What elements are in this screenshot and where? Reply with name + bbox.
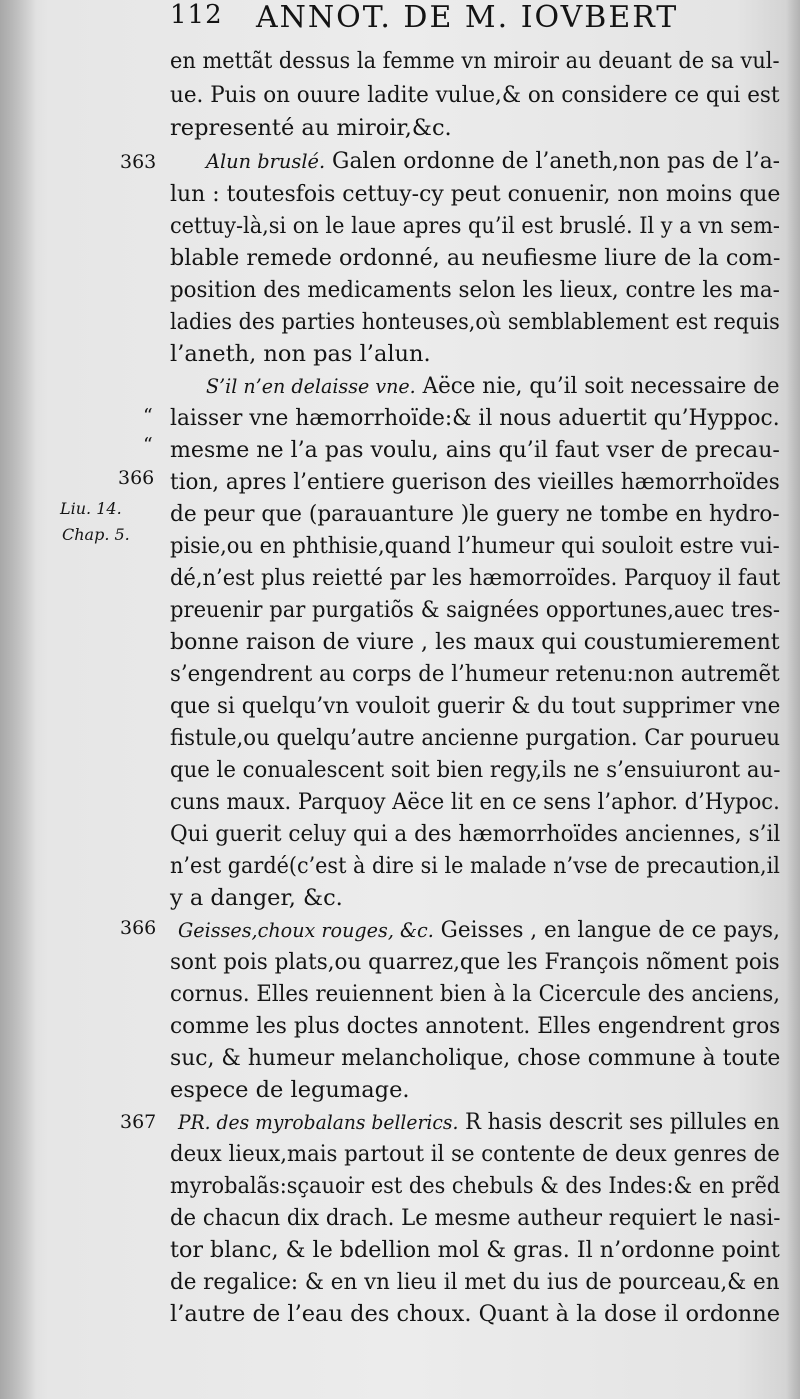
text-line: dé,n’est plus reietté par les hæmorroïdes. Parquoy il faut	[170, 565, 781, 591]
text-line: tion, apres l’entiere guerison des vieilles hæmorrhoïdes	[170, 469, 780, 495]
text-line: cuns maux. Parquoy Aëce lit en ce sens l’aphor. d’Hypoc.	[170, 789, 780, 815]
text-line: de peur que (parauanture )le guery ne tombe en hydro-	[170, 501, 780, 527]
text-line: preuenir par purgatiõs & saignées opportunes,auec tres-	[170, 597, 781, 623]
margin-number-366: 366	[118, 467, 155, 489]
text-line: suc, & humeur melancholique, chose commune à toute	[170, 1045, 781, 1071]
text-line: en mettãt dessus la femme vn miroir au deuant de sa vul-	[170, 48, 780, 74]
running-head: ANNOT. DE M. IOVBERT	[256, 0, 679, 35]
text-line: de regalice: & en vn lieu il met du ius de pourceau,& en	[170, 1269, 780, 1295]
margin-ref-chapitre: Chap. 5.	[62, 525, 130, 544]
lemma: Geisses,choux rouges, &c.	[178, 918, 434, 942]
text-line: fistule,ou quelqu’autre ancienne purgation. Car pourueu	[170, 725, 781, 751]
margin-number-366: 366	[120, 917, 157, 939]
text-line: Alun bruslé. Galen ordonne de l’aneth,non pas de l’a-	[206, 148, 781, 174]
text-line: espece de legumage.	[170, 1077, 410, 1103]
text-line: de chacun dix drach. Le mesme autheur requiert le nasi-	[170, 1205, 781, 1231]
text-line: myrobalãs:sçauoir est des chebuls & des Indes:& en prẽd	[170, 1173, 781, 1199]
text-line: laisser vne hæmorrhoïde:& il nous aduertit qu’Hyppoc.	[170, 405, 780, 431]
text-line: s’engendrent au corps de l’humeur retenu:non autremẽt	[170, 661, 780, 687]
text-line: l’autre de l’eau des choux. Quant à la dose il ordonne	[170, 1301, 781, 1327]
text-line: que si quelqu’vn vouloit guerir & du tout supprimer vne	[170, 693, 781, 719]
lemma: S’il n’en delaisse vne.	[206, 374, 416, 398]
lemma: PR. des myrobalans bellerics.	[178, 1110, 459, 1134]
text-line: blable remede ordonné, au neufiesme liure de la com-	[170, 245, 781, 271]
text-line: bonne raison de viure , les maux qui coustumierement	[170, 629, 780, 655]
page-number: 112	[170, 0, 223, 30]
margin-quote-mark: “	[143, 434, 153, 456]
text-line: position des medicaments selon les lieux, contre les ma-	[170, 277, 780, 303]
text-line: ue. Puis on ouure ladite vulue,& on considere ce qui est	[170, 82, 780, 108]
text-line: que le conualescent soit bien regy,ils ne s’ensuiuront au-	[170, 757, 781, 783]
margin-number-363: 363	[120, 151, 157, 173]
text-line: tor blanc, & le bdellion mol & gras. Il n’ordonne point	[170, 1237, 780, 1263]
text-line: Geisses,choux rouges, &c. Geisses , en langue de ce pays,	[178, 917, 780, 943]
margin-ref-liure: Liu. 14.	[60, 499, 122, 518]
text-line: comme les plus doctes annotent. Elles engendrent gros	[170, 1013, 781, 1039]
text-line: y a danger, &c.	[170, 885, 343, 911]
text-line: S’il n’en delaisse vne. Aëce nie, qu’il soit necessaire de	[206, 373, 780, 399]
text-line: Qui guerit celuy qui a des hæmorrhoïdes anciennes, s’il	[170, 821, 781, 847]
text-line: sont pois plats,ou quarrez,que les François nõment pois	[170, 949, 780, 975]
text-line: lun : toutesfois cettuy-cy peut conuenir, non moins que	[170, 181, 781, 207]
text-line: PR. des myrobalans bellerics. R hasis descrit ses pillules en	[178, 1109, 780, 1135]
text-line: cornus. Elles reuiennent bien à la Cicercule des anciens,	[170, 981, 781, 1007]
text-line: deux lieux,mais partout il se contente de deux genres de	[170, 1141, 780, 1167]
text-line: mesme ne l’a pas voulu, ains qu’il faut vser de precau-	[170, 437, 780, 463]
text-line: n’est gardé(c’est à dire si le malade n’vse de precaution,il	[170, 853, 780, 879]
margin-number-367: 367	[120, 1111, 157, 1133]
text-line: l’aneth, non pas l’alun.	[170, 341, 431, 367]
margin-quote-mark: “	[143, 405, 153, 427]
text-line: pisie,ou en phthisie,quand l’humeur qui souloit estre vui-	[170, 533, 780, 559]
lemma: Alun bruslé.	[206, 149, 326, 173]
text-line: ladies des parties honteuses,où semblablement est requis	[170, 309, 780, 335]
text-line: cettuy-là,si on le laue apres qu’il est bruslé. Il y a vn sem-	[170, 213, 780, 239]
text-line: representé au miroir,&c.	[170, 115, 452, 141]
